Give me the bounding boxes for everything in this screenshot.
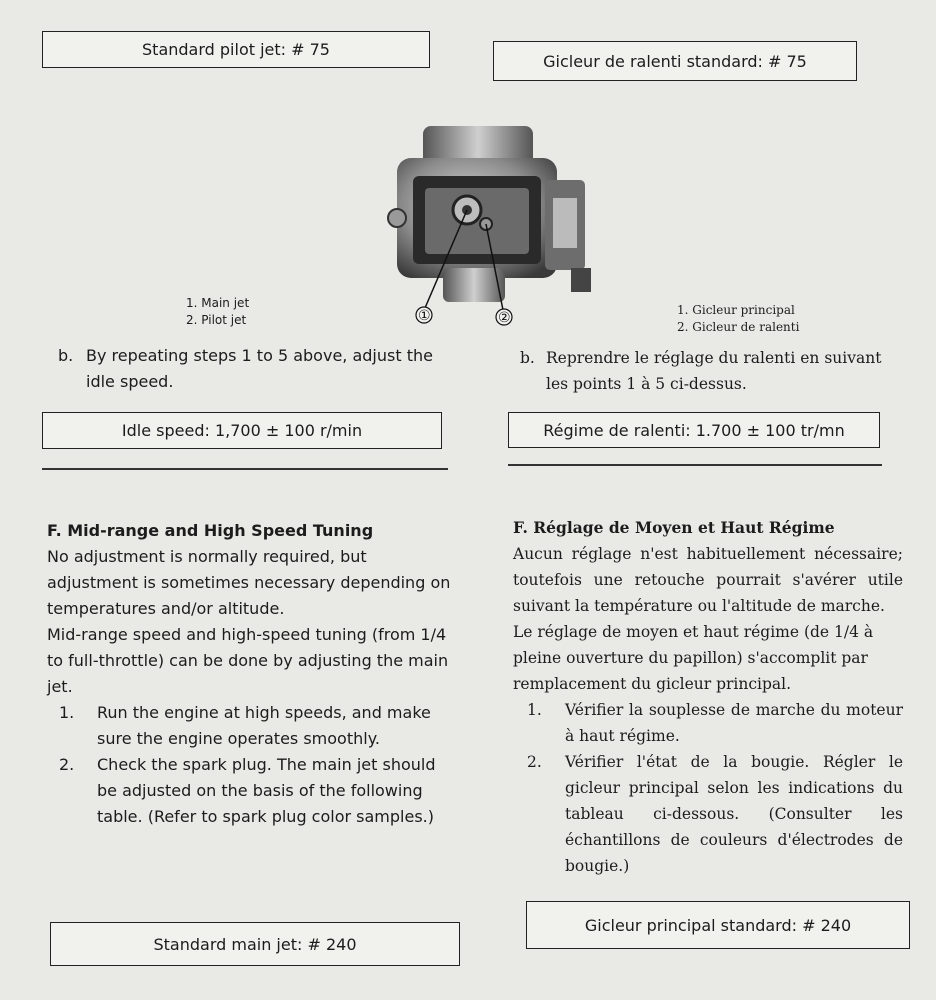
section-f-fr <box>513 515 903 879</box>
caption-gicleur-principal: 1. Gicleur principal <box>677 303 795 317</box>
divider-en <box>42 468 448 470</box>
callout-2: ② <box>498 310 511 326</box>
paragraph-fr-1: Aucun réglage n'est habituellement nécessaire; toutefois une retouche pourrait s'avérer utile suivant la température ou l'altitude de marche. <box>513 545 903 615</box>
step-b-text-fr: Reprendre le réglage du ralenti en suivant les points 1 à 5 ci-dessus. <box>546 349 882 393</box>
steps-list-fr <box>513 697 903 879</box>
section-heading-en: F. Mid-range and High Speed Tuning <box>47 521 374 540</box>
caption-gicleur-ralenti: 2. Gicleur de ralenti <box>677 320 800 334</box>
step-b-text-en: By repeating steps 1 to 5 above, adjust the idle speed. <box>86 346 433 391</box>
callout-1: ① <box>418 308 431 324</box>
carburetor-photo <box>385 118 600 328</box>
main-jet-spec-en: Standard main jet: # 240 <box>153 934 357 954</box>
main-jet-spec-fr: Gicleur principal standard: # 240 <box>584 915 852 935</box>
step-text: Vérifier l'état de la bougie. Régler le gicleur principal selon les indications du tableau ci-dessous. (Consulter les échantillons de couleurs d'électrodes de bougie.) <box>565 753 903 875</box>
step-b-fr <box>520 345 885 397</box>
main-jet-spec-box-fr <box>526 901 910 949</box>
steps-list-en <box>47 700 455 830</box>
list-item <box>527 697 903 749</box>
section-f-en <box>47 518 455 830</box>
pilot-jet-spec-box-en <box>42 31 430 68</box>
photo-caption-fr <box>677 302 799 336</box>
paragraph-en-2: Mid-range speed and high-speed tuning (from 1/4 to full-throttle) can be done by adjusting the main jet. <box>47 625 449 696</box>
idle-speed-box-en <box>42 412 442 449</box>
idle-speed-box-fr <box>508 412 880 448</box>
list-item <box>527 749 903 879</box>
caption-main-jet: 1. Main jet <box>186 296 250 310</box>
list-item <box>59 700 455 752</box>
pilot-jet-spec-box-fr <box>493 41 857 81</box>
main-jet-spec-box-en <box>50 922 460 966</box>
pilot-jet-spec-fr: Gicleur de ralenti standard: # 75 <box>543 51 807 71</box>
paragraph-en-1: No adjustment is normally required, but adjustment is sometimes necessary depending on temperatures and/or altitude. <box>47 547 451 618</box>
pilot-jet-spec-en: Standard pilot jet: # 75 <box>142 40 330 59</box>
caption-pilot-jet: 2. Pilot jet <box>186 313 247 327</box>
step-text: Run the engine at high speeds, and make sure the engine operates smoothly. <box>97 703 431 748</box>
idle-speed-fr: Régime de ralenti: 1.700 ± 100 tr/mn <box>543 420 845 440</box>
section-heading-fr: F. Réglage de Moyen et Haut Régime <box>513 518 835 537</box>
step-b-marker-fr: b. <box>520 349 535 367</box>
idle-speed-en: Idle speed: 1,700 ± 100 r/min <box>121 421 363 440</box>
step-number: 1. <box>527 701 542 719</box>
step-number: 1. <box>59 703 75 722</box>
step-number: 2. <box>527 753 542 771</box>
step-text: Check the spark plug. The main jet should be adjusted on the basis of the following table. (Refer to spark plug color samples.) <box>97 755 436 826</box>
divider-fr <box>508 464 882 466</box>
step-number: 2. <box>59 755 75 774</box>
step-text: Vérifier la souplesse de marche du moteur à haut régime. <box>565 701 903 745</box>
paragraph-fr-2: Le réglage de moyen et haut régime (de 1/4 à pleine ouverture du papillon) s'accomplit par remplacement du gicleur principal. <box>513 623 874 693</box>
list-item <box>59 752 455 830</box>
step-b-en <box>58 343 453 395</box>
step-b-marker-en: b. <box>58 346 74 365</box>
photo-caption-en <box>186 295 249 329</box>
